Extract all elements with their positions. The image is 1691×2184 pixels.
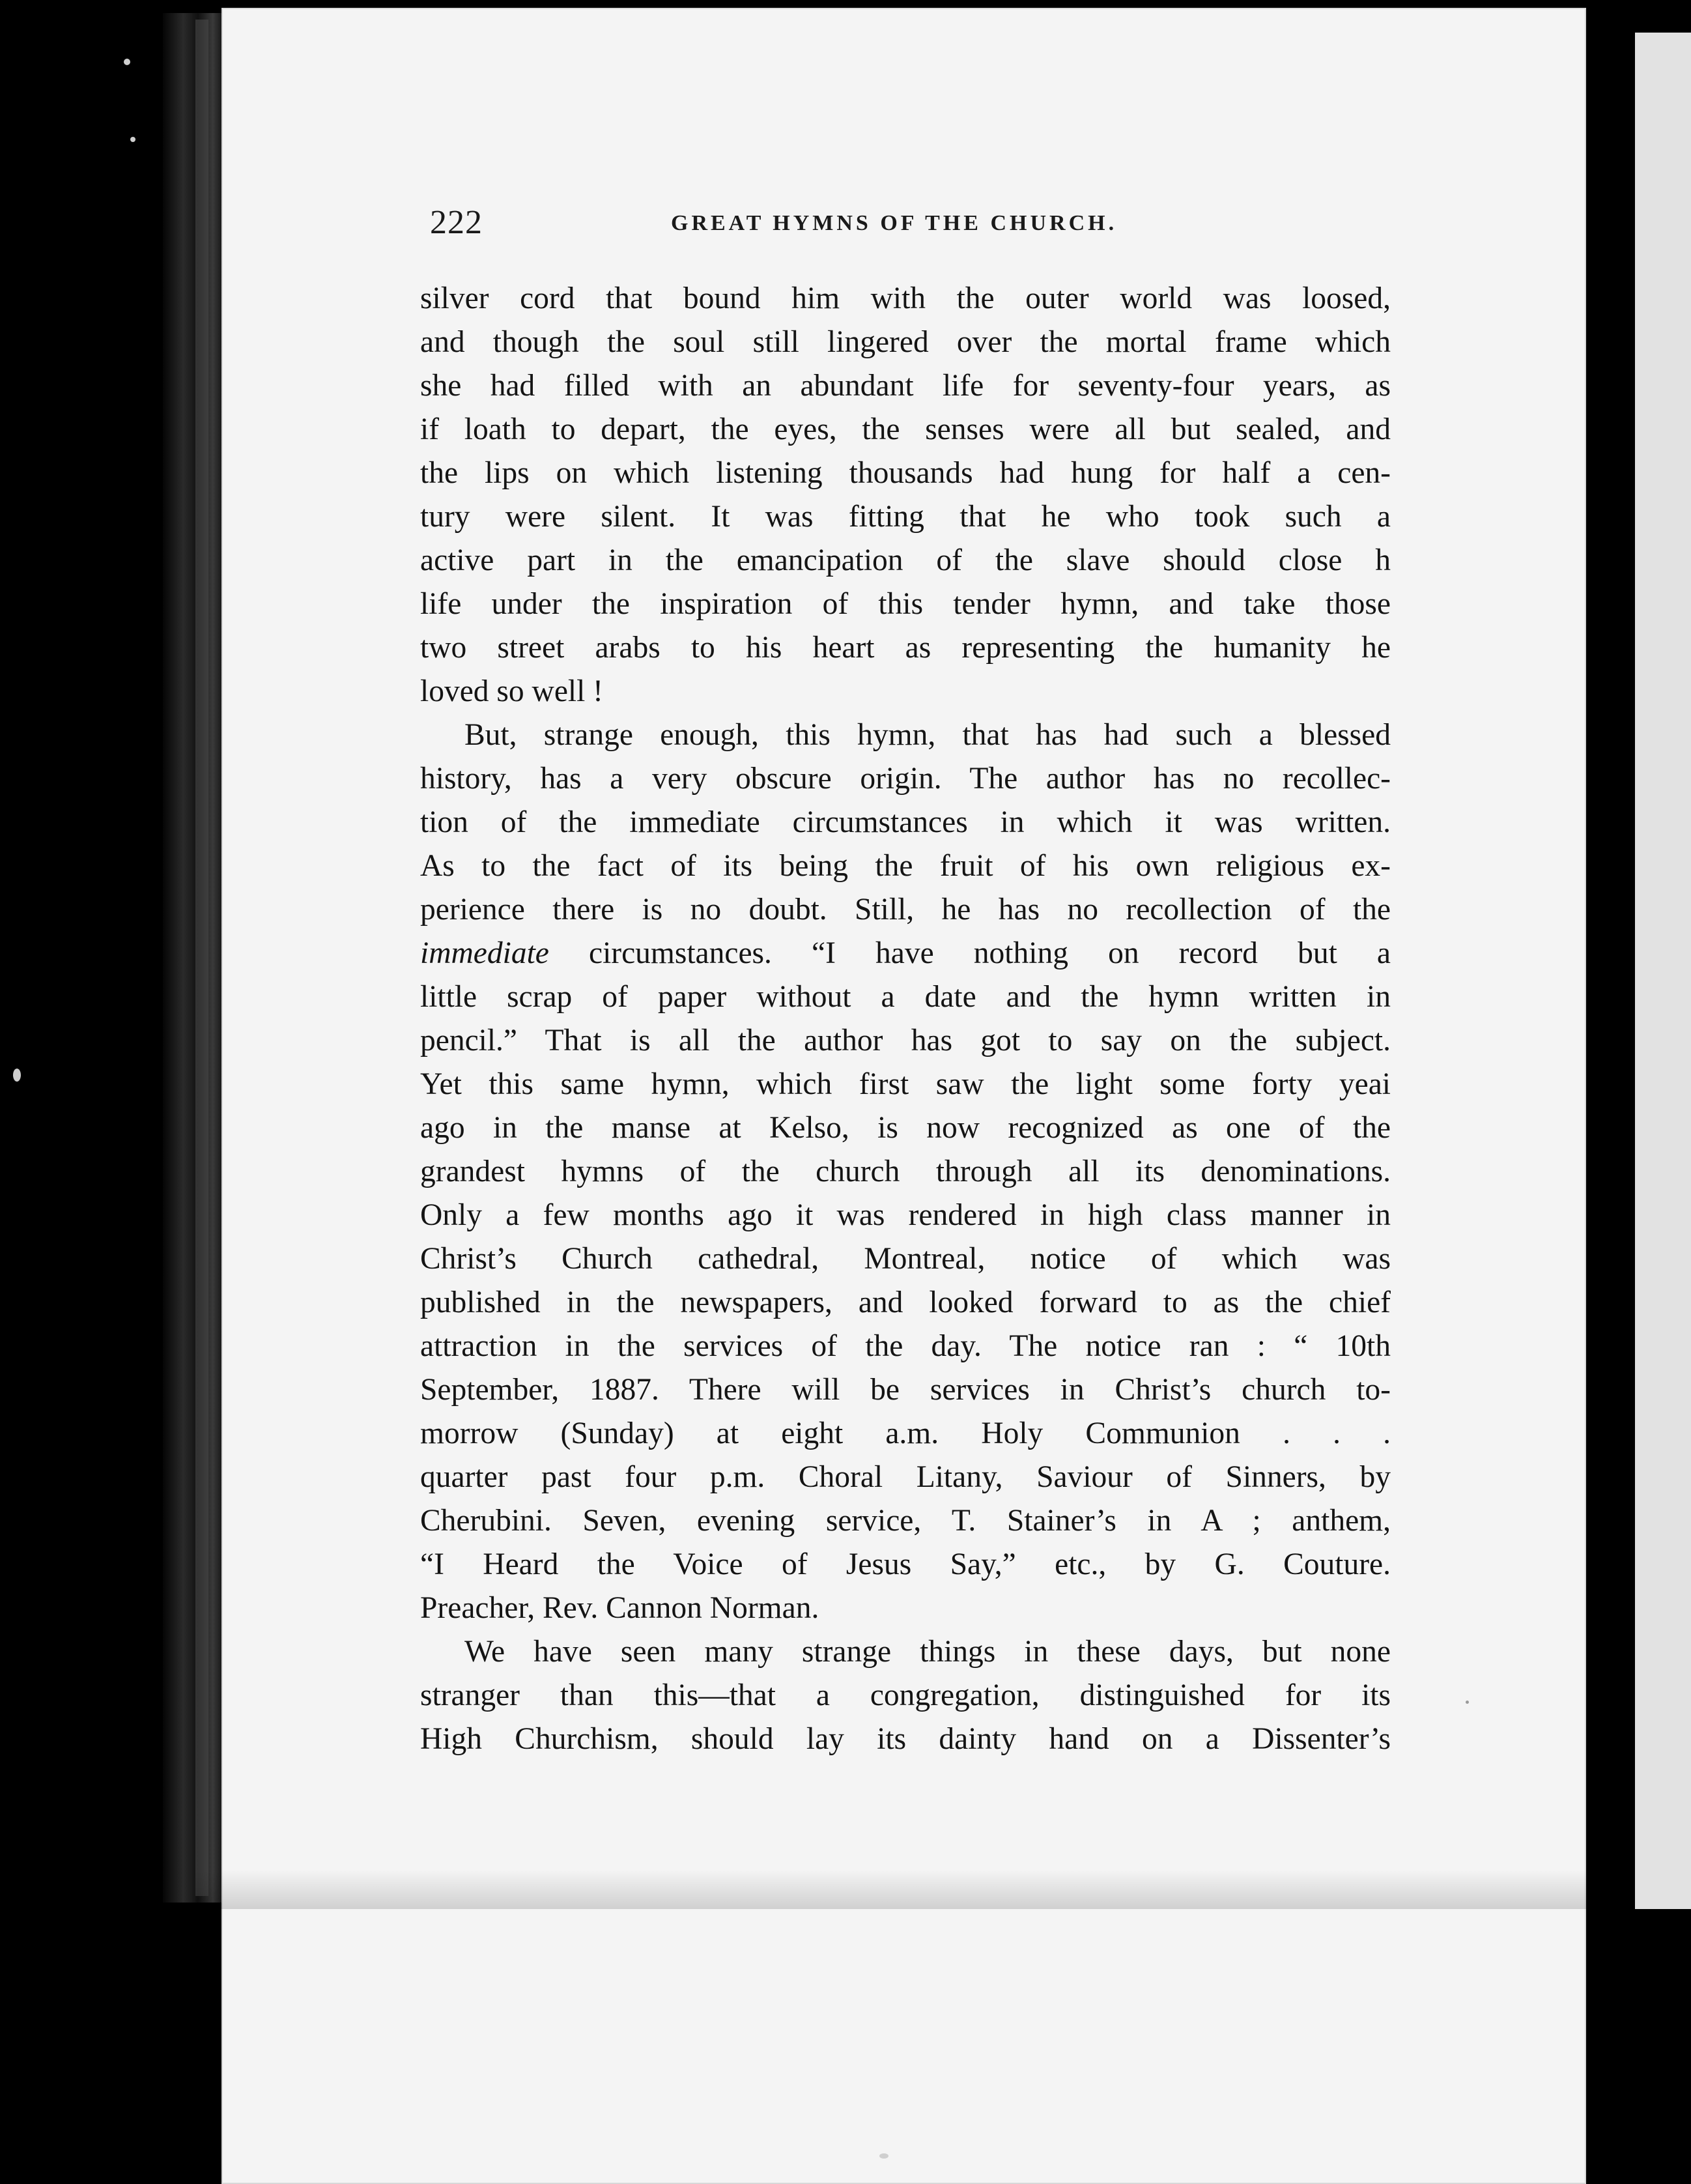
text-line: We have seen many strange things in these days, but none: [464, 1635, 1391, 1669]
text-line: Cherubini. Seven, evening service, T. Stainer’s in A ; anthem,: [420, 1504, 1391, 1538]
paragraph: [420, 713, 1391, 1630]
text-line: active part in the emancipation of the slave should close h: [420, 543, 1391, 577]
text-line: attraction in the services of the day. The notice ran : “ 10th: [420, 1329, 1391, 1363]
page-bottom-shadow: [195, 1870, 1589, 1909]
text-line: life under the inspiration of this tender hymn, and take those: [420, 587, 1391, 621]
text-line: stranger than this—that a congregation, distinguished for its: [420, 1678, 1391, 1712]
text-line: grandest hymns of the church through all its denominations.: [420, 1155, 1391, 1188]
page-number: 222: [430, 204, 483, 241]
text-line: But, strange enough, this hymn, that has had such a blessed: [464, 718, 1391, 752]
text-line: silver cord that bound him with the outer world was loosed,: [420, 281, 1391, 315]
text-line: morrow (Sunday) at eight a.m. Holy Communion . . .: [420, 1416, 1391, 1450]
scan-speck: [124, 59, 130, 65]
text-line: loved so well !: [420, 674, 603, 708]
text-line: published in the newspapers, and looked forward to as the chief: [420, 1286, 1391, 1319]
text-line: High Churchism, should lay its dainty hand on a Dissenter’s: [420, 1722, 1391, 1756]
text-line-italic-start: immediate circumstances. “I have nothing on record but a: [420, 936, 1391, 970]
scan-speck: [879, 2153, 888, 2159]
italic-word: immediate: [420, 936, 549, 970]
scan-speck: [1466, 1701, 1469, 1704]
scan-speck: [130, 137, 135, 142]
paragraph: [420, 1630, 1391, 1761]
text-line: she had filled with an abundant life for seventy-four years, as: [420, 369, 1391, 403]
page-header: [430, 203, 1387, 249]
text-line: “I Heard the Voice of Jesus Say,” etc., by G. Couture.: [420, 1547, 1391, 1581]
text-line: Only a few months ago it was rendered in high class manner in: [420, 1198, 1391, 1232]
text-line: little scrap of paper without a date and the hymn written in: [420, 980, 1391, 1014]
text-line: two street arabs to his heart as representing the humanity he: [420, 631, 1391, 665]
text-line: ago in the manse at Kelso, is now recognized as one of the: [420, 1111, 1391, 1145]
body-text: [420, 277, 1391, 1761]
text-line: As to the fact of its being the fruit of his own religious ex-: [420, 849, 1391, 883]
text-line: the lips on which listening thousands had hung for half a cen-: [420, 456, 1391, 490]
scan-speck: [13, 1069, 21, 1082]
text-line: September, 1887. There will be services in Christ’s church to-: [420, 1373, 1391, 1407]
book-spine: [163, 13, 221, 1903]
text-line: history, has a very obscure origin. The author has no recollec-: [420, 762, 1391, 796]
text-line: tion of the immediate circumstances in which it was written.: [420, 805, 1391, 839]
facing-page-edge: [1635, 33, 1691, 1909]
text-line: perience there is no doubt. Still, he has no recollection of the: [420, 893, 1391, 927]
text-line: Christ’s Church cathedral, Montreal, notice of which was: [420, 1242, 1391, 1276]
paragraph: [420, 277, 1391, 713]
running-head: GREAT HYMNS OF THE CHURCH.: [671, 211, 1118, 235]
text-line: tury were silent. It was fitting that he who took such a: [420, 500, 1391, 534]
text-line: if loath to depart, the eyes, the senses were all but sealed, and: [420, 412, 1391, 446]
text-line: Yet this same hymn, which first saw the light some forty yeai: [420, 1067, 1391, 1101]
page-gutter: [1599, 0, 1635, 2184]
text-line: pencil.” That is all the author has got to say on the subject.: [420, 1024, 1391, 1057]
text-line: and though the soul still lingered over the mortal frame which: [420, 325, 1391, 359]
text-line: quarter past four p.m. Choral Litany, Saviour of Sinners, by: [420, 1460, 1391, 1494]
text-line: Preacher, Rev. Cannon Norman.: [420, 1591, 819, 1625]
spine-edge: [195, 20, 208, 1896]
